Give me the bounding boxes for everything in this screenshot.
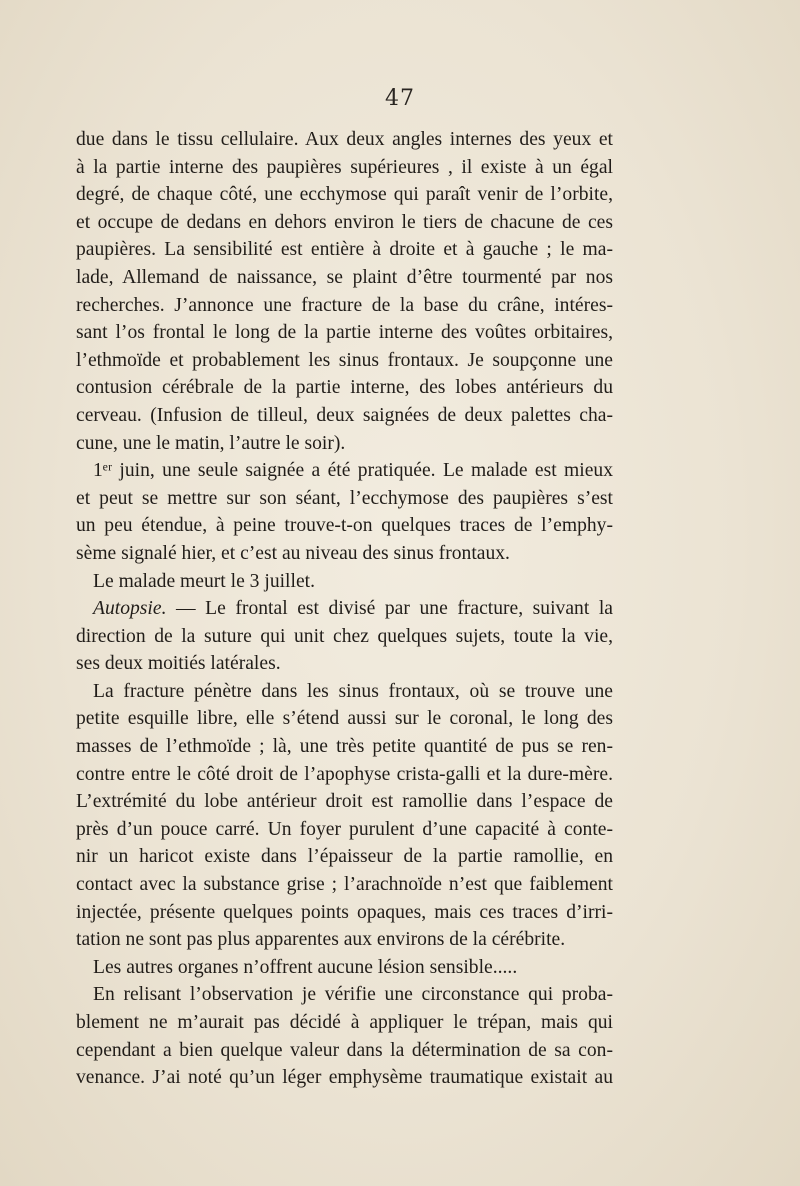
text-line: petite esquille libre, elle s’étend aussi sur le coronal, le long des bbox=[76, 708, 613, 730]
text-line: Les autres organes n’offrent aucune lésion sensible..... bbox=[93, 956, 518, 978]
text-line: paupières. La sensibilité est entière à droite et à gauche ; le ma- bbox=[76, 239, 613, 261]
text-line: venance. J’ai noté qu’un léger emphysème traumatique existait au bbox=[76, 1067, 613, 1089]
text-line: recherches. J’annonce une fracture de la base du crâne, intéres- bbox=[76, 294, 613, 316]
text-line: à la partie interne des paupières supérieures , il existe à un égal bbox=[76, 156, 613, 178]
text-line: et peut se mettre sur son séant, l’ecchymose des paupières s’est bbox=[76, 487, 613, 509]
italic-lead: Autopsie. bbox=[93, 598, 167, 620]
text-line: un peu étendue, à peine trouve-t-on quelques traces de l’emphy- bbox=[76, 515, 613, 537]
text-line: blement ne m’aurait pas décidé à appliquer le trépan, mais qui bbox=[76, 1012, 613, 1033]
text-line: contusion cérébrale de la partie interne, des lobes antérieurs du bbox=[76, 377, 613, 399]
text-line: lade, Allemand de naissance, se plaint d’être tourmenté par nos bbox=[76, 266, 613, 288]
text-line: degré, de chaque côté, une ecchymose qui paraît venir de l’orbite, bbox=[76, 184, 613, 206]
text-line: injectée, présente quelques points opaques, mais ces traces d’irri- bbox=[76, 901, 613, 923]
text-line: sème signalé hier, et c’est au niveau des sinus frontaux. bbox=[76, 542, 510, 564]
text-line: cune, une le matin, l’autre le soir). bbox=[76, 432, 346, 454]
text-line: ses deux moitiés latérales. bbox=[76, 653, 281, 675]
text-line: L’extrémité du lobe antérieur droit est ramollie dans l’espace de bbox=[76, 791, 613, 813]
text-line: et occupe de dedans en dehors environ le tiers de chacune de ces bbox=[76, 211, 613, 233]
text-line: En relisant l’observation je vérifie une circonstance qui proba- bbox=[93, 984, 613, 1006]
page-number: 47 bbox=[385, 86, 415, 111]
text-line: contact avec la substance grise ; l’arachnoïde n’est que faiblement bbox=[76, 874, 613, 896]
text-line: Autopsie. — Le frontal est divisé par une fracture, suivant la bbox=[93, 598, 613, 620]
text-line: l’ethmoïde et probablement les sinus frontaux. Je soupçonne une bbox=[76, 349, 613, 371]
text-line: masses de l’ethmoïde ; là, une très petite quantité de pus se ren- bbox=[76, 736, 613, 758]
text-line: nir un haricot existe dans l’épaisseur de la partie ramollie, en bbox=[76, 846, 613, 868]
text-line: sant l’os frontal le long de la partie interne des voûtes orbitaires, bbox=[76, 322, 613, 344]
body-text bbox=[76, 126, 613, 1092]
text-line: cerveau. (Infusion de tilleul, deux saignées de deux palettes cha- bbox=[76, 404, 613, 426]
text-line: 1ᵉʳ juin, une seule saignée a été pratiquée. Le malade est mieux bbox=[93, 460, 613, 482]
text-line: direction de la suture qui unit chez quelques sujets, toute la vie, bbox=[76, 625, 613, 647]
text-line: tation ne sont pas plus apparentes aux environs de la cérébrite. bbox=[76, 929, 566, 951]
text-line: La fracture pénètre dans les sinus frontaux, où se trouve une bbox=[93, 680, 613, 702]
text-line: cependant a bien quelque valeur dans la détermination de sa con- bbox=[76, 1039, 613, 1061]
text-line: près d’un pouce carré. Un foyer purulent d’une capacité à conte- bbox=[76, 818, 613, 840]
text-line: Le malade meurt le 3 juillet. bbox=[93, 570, 315, 592]
text-line: due dans le tissu cellulaire. Aux deux angles internes des yeux et bbox=[76, 129, 613, 150]
text-line: contre entre le côté droit de l’apophyse crista-galli et la dure-mère. bbox=[76, 763, 613, 785]
